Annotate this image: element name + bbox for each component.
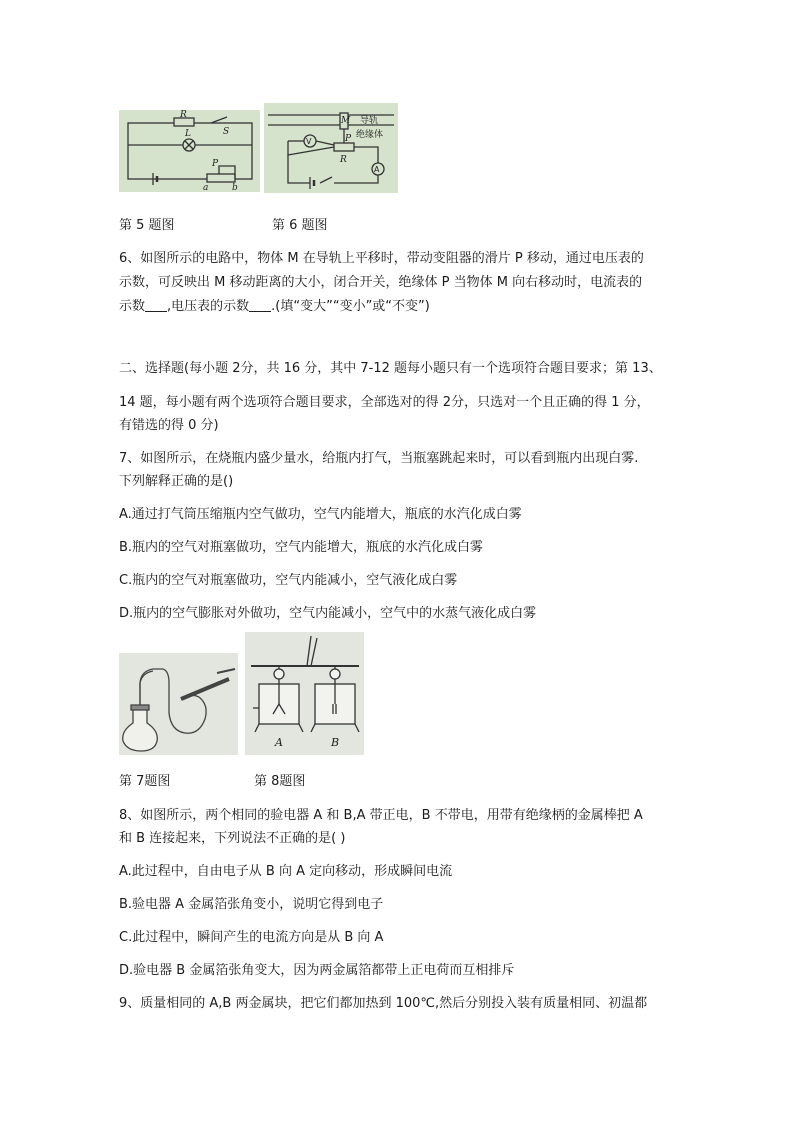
electroscopes-drawing bbox=[245, 632, 364, 755]
fig6-label-M: M bbox=[341, 116, 351, 126]
q9-stem-line-1: 9、质量相同的 A,B 两金属块，把它们都加热到 100℃,然后分别投入装有质量相同、初温都 bbox=[119, 996, 648, 1011]
q8-stem-line-2: 和 B 连接起来，下列说法不正确的是( ) bbox=[119, 831, 346, 846]
fig5-label-P: P bbox=[212, 159, 219, 169]
figure-5-caption: 第 5 题图 bbox=[119, 218, 175, 233]
q6-line-1: 6、如图所示的电路中，物体 M 在导轨上平移时，带动变阻器的滑片 P 移动，通过电压表的 bbox=[119, 251, 644, 266]
section-2-instructions-line-2: 14 题，每小题有两个选项符合题目要求，全部选对的得 2分，只选对一个且正确的得 1 分， bbox=[119, 395, 650, 410]
figure-6-caption: 第 6 题图 bbox=[272, 218, 328, 233]
q6-line-3-part-c: .(填“变大”“变小”或“不变”) bbox=[271, 299, 430, 314]
figure-6-circuit bbox=[264, 103, 398, 193]
fig6-label-insulator: 绝缘体 bbox=[356, 130, 384, 140]
fig5-label-L: L bbox=[185, 129, 191, 139]
fig6-label-V: V bbox=[306, 137, 312, 146]
q7-option-a: A.通过打气筒压缩瓶内空气做功，空气内能增大，瓶底的水汽化成白雾 bbox=[119, 507, 522, 522]
fig6-label-P: P bbox=[345, 134, 352, 144]
figure-7-caption: 第 7题图 bbox=[119, 774, 171, 789]
fig6-label-R: R bbox=[340, 155, 347, 165]
circuit-diagram-5 bbox=[119, 110, 260, 192]
fig6-label-A: A bbox=[374, 165, 380, 174]
fig5-label-S: S bbox=[223, 127, 230, 137]
q8-option-c: C.此过程中，瞬间产生的电流方向是从 B 向 A bbox=[119, 930, 384, 945]
q7-stem-line-1: 7、如图所示，在烧瓶内盛少量水，给瓶内打气，当瓶塞跳起来时，可以看到瓶内出现白雾. bbox=[119, 451, 639, 466]
fig5-label-b: b bbox=[232, 183, 238, 192]
figure-5-circuit bbox=[119, 110, 260, 192]
answer-blank-voltage[interactable] bbox=[249, 299, 271, 312]
q6-line-2: 示数，可反映出 M 移动距离的大小，闭合开关，绝缘体 P 当物体 M 向右移动时，电流表的 bbox=[119, 275, 643, 290]
fig6-label-rail: 导轨 bbox=[360, 116, 379, 126]
q8-stem-line-1: 8、如图所示，两个相同的验电器 A 和 B,A 带正电，B 不带电，用带有绝缘柄的金属棒把 A bbox=[119, 808, 643, 823]
q6-line-3-part-a: 示数 bbox=[119, 299, 146, 314]
flask-pump-drawing bbox=[119, 653, 238, 755]
q6-line-3 bbox=[119, 295, 430, 314]
q8-option-d: D.验电器 B 金属箔张角变大，因为两金属箔都带上正电荷而互相排斥 bbox=[119, 963, 515, 978]
q6-line-3-part-b: ,电压表的示数 bbox=[167, 299, 250, 314]
fig8-label-A: A bbox=[275, 736, 283, 749]
q7-option-c: C.瓶内的空气对瓶塞做功，空气内能减小，空气液化成白雾 bbox=[119, 573, 458, 588]
q8-option-a: A.此过程中，自由电子从 B 向 A 定向移动，形成瞬间电流 bbox=[119, 864, 453, 879]
fig5-label-a: a bbox=[203, 183, 209, 192]
fig8-label-B: B bbox=[331, 736, 340, 749]
q7-option-d: D.瓶内的空气膨胀对外做功，空气内能减小，空气中的水蒸气液化成白雾 bbox=[119, 606, 537, 621]
fig5-label-R: R bbox=[180, 110, 187, 120]
answer-blank-current[interactable] bbox=[145, 299, 167, 312]
q7-option-b: B.瓶内的空气对瓶塞做功，空气内能增大，瓶底的水汽化成白雾 bbox=[119, 540, 484, 555]
section-2-instructions-line-1: 二、选择题(每小题 2分，共 16 分，其中 7-12 题每小题只有一个选项符合题目要求；第 13、 bbox=[119, 361, 662, 376]
figure-8-caption: 第 8题图 bbox=[254, 774, 306, 789]
figure-7-flask-pump bbox=[119, 653, 238, 755]
figure-8-electroscopes bbox=[245, 632, 364, 755]
section-2-instructions-line-3: 有错选的得 0 分) bbox=[119, 418, 219, 433]
q7-stem-line-2: 下列解释正确的是() bbox=[119, 474, 234, 489]
circuit-diagram-6 bbox=[264, 103, 398, 193]
q8-option-b: B.验电器 A 金属箔张角变小，说明它得到电子 bbox=[119, 897, 384, 912]
